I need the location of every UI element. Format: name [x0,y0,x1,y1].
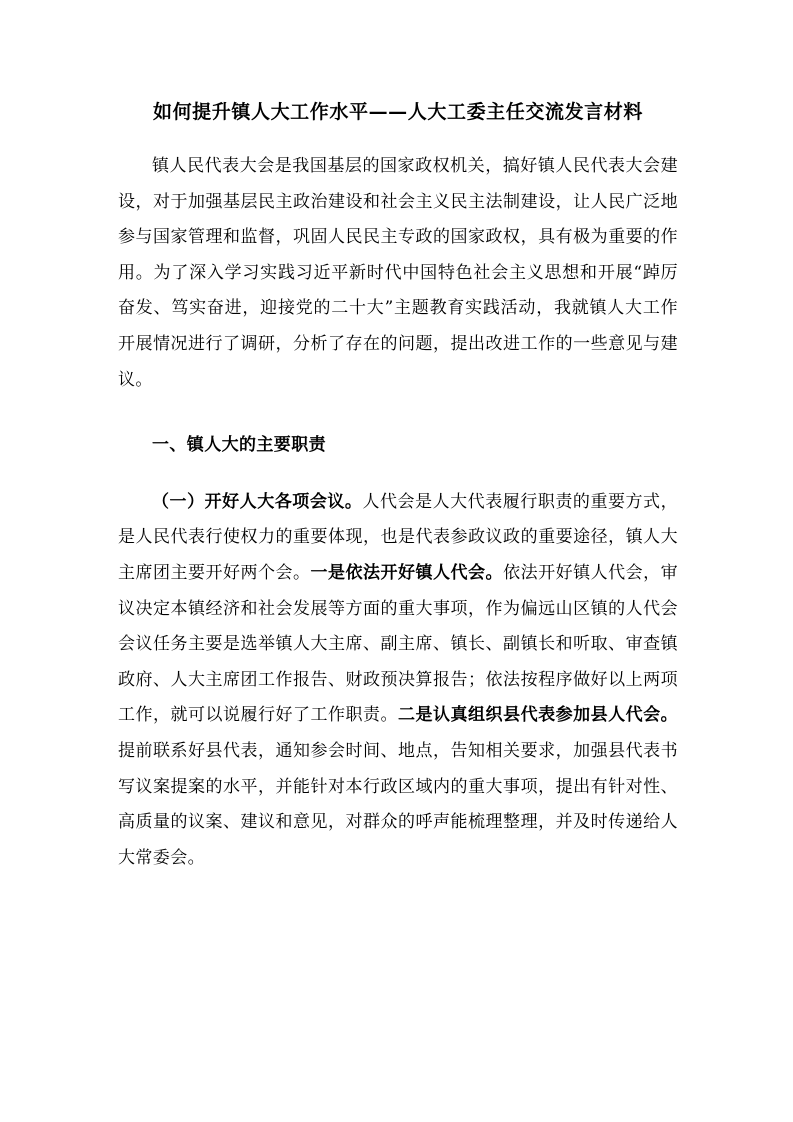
section-paragraph [118,485,678,877]
subsection-text: 人代会是人大代表履行职责的重要方式，是人民代表行使权力的重要体现，也是代表参政议政的重要途径，镇人大主席团主要开好两个会。 [118,491,678,583]
subsection-title: （一）开好人大各项会议。 [152,491,363,512]
point-two-text: 提前联系好县代表，通知参会时间、地点，告知相关要求，加强县代表书写议案提案的水平，并能针对本行政区域内的重大事项，提出有针对性、高质量的议案、建议和意见，对群众的呼声能梳理整理，并及时传递给人大常委会。 [118,740,678,868]
document-page [118,96,678,876]
section-heading: 一、镇人大的主要职责 [152,435,326,456]
intro-paragraph: 镇人民代表大会是我国基层的国家政权机关，搞好镇人民代表大会建设，对于加强基层民主政治建设和社会主义民主法制建设，让人民广泛地参与国家管理和监督，巩固人民民主专政的国家政权，具有极为重要的作用。为了深入学习实践习近平新时代中国特色社会主义思想和开展“踔厉奋发、笃实奋进，迎接党的二十大”主题教育实践活动，我就镇人大工作开展情况进行了调研，分析了存在的问题，提出改进工作的一些意见与建议。 [118,156,678,390]
point-two-title: 二是认真组织县代表参加县人代会。 [398,705,678,726]
point-one-title: 一是依法开好镇人代会。 [310,562,504,583]
point-one-text: 依法开好镇人代会，审议决定本镇经济和社会发展等方面的重大事项，作为偏远山区镇的人代会会议任务主要是选举镇人大主席、副主席、镇长、副镇长和听取、审查镇政府、人大主席团工作报告、财政预决算报告；依法按程序做好以上两项工作，就可以说履行好了工作职责。 [118,562,678,726]
document-title: 如何提升镇人大工作水平——人大工委主任交流发言材料 [152,101,643,123]
